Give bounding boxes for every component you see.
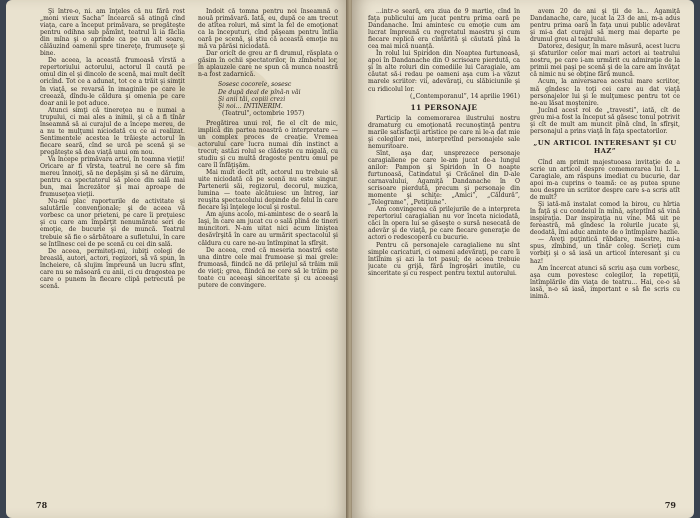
- right-column-2: [530, 8, 680, 490]
- paragraph: Nu-mi plac raporturile de activitate şi salutările convenţionale; şi de aceea vă vorbesc ca unor prieteni, pe care îi preţuiesc şi cu care am împărţit nenumărate seri de emoţie, de bucurie şi de muncă. Teatrul trebuie să fie o sărbătoare a sufletului, în care se întîlnesc cei de pe scenă cu cei din sală.: [40, 198, 185, 248]
- poem-line: Şi noi… INTINERIM.: [218, 102, 283, 110]
- paragraph: În rolul lui Spiridon din Noaptea furtunoasă, apoi în Dandanache din O scrisoare pierdută, ca şi în alte roluri din comediile lui Caragiale, am căutat să-i redau pe oameni aşa cum i-a văzut marele scriitor: vii, adevăraţi, cu slăbiciunile şi cu ridicolul lor.: [368, 50, 520, 93]
- paragraph: Va începe primăvara artei, în toamna vieţii! Oricare ar fi vîrsta, teatrul ne cere să fim mereu înnoiţi, să ne depăşim şi să ne dăruim, pentru ca spectatorul să plece din sală mai bun, mai încrezător şi mai aproape de frumuseţea vieţii.: [40, 155, 185, 199]
- paragraph: — Aveţi puţintică răbdare, maestre, mi-a spus, zîmbind, un tînăr coleg. Scrieţi cum vorbiţi şi o să iasă un articol interesant şi cu haz!: [530, 236, 680, 265]
- section-heading: 11 PERSONAJE: [410, 102, 478, 112]
- left-column-2: [198, 8, 338, 490]
- page-number: 78: [36, 500, 48, 510]
- paragraph: De aceea, cred că meseria noastră este una dintre cele mai frumoase şi mai grele: frumoasă, fiindcă ne dă prilejul să trăim mii de vieţi; grea, fiindcă ne cere să le trăim pe toate cu aceeaşi sinceritate şi cu aceeaşi putere de convingere.: [198, 246, 338, 289]
- right-column-1: [368, 8, 520, 490]
- paragraph: De aceea, permiteţi-mi, iubiţi colegi de breaslă, autori, actori, regizori, să vă spun, în încheiere, că slujim împreună un lucru sfînt, care nu se măsoară cu anii, ci cu dragostea pe care o punem în fiecare clipă petrecută pe scenă.: [40, 247, 185, 290]
- paragraph: Acum, la aniversarea acestui mare scriitor, mă gîndesc la toţi cei care au dat viaţă personajelor lui şi le mulţumesc pentru tot ce ne-au lăsat moştenire.: [530, 78, 680, 107]
- paragraph: Particip la comemorarea ilustrului nostru dramaturg cu emoţionată recunoştinţă pentru marile satisfacţii artistice pe care ni le-a dat mie şi colegilor mei, interpretînd personajele sale nemuritoare.: [368, 114, 520, 150]
- paragraph: avem 20 de ani şi ţii de la... Agamiţă Dandanache, care, jucat la 23 de ani, m-a adus pentru prima oară în faţa unui public adevărat şi mi-a dat curajul să merg mai departe pe drumul greu al teatrului.: [530, 8, 680, 44]
- citation: („Contemporanul”, 14 aprilie 1961): [410, 92, 520, 100]
- paragraph: Îndoit că tomna pentru noi înseamnă o nouă primăvară. Iată, eu, după ce am trecut de atîtea roluri, mă simt la fel de emoţionat ca la începuturi, cînd păşeam pentru întîia oară pe scenă, şi ştiu că această emoţie nu mă va părăsi niciodată.: [198, 8, 338, 51]
- paragraph: Am ajuns acolo, mi-amintesc de o seară la Iaşi, în care am jucat cu o sală plină de tineri muncitori. N-am uitat nici acum liniştea desăvîrşită în care au urmărit spectacolul şi căldura cu care ne-au întîmpinat la sfîrşit.: [198, 211, 338, 247]
- paragraph: Cînd am primit majestuoasa invitaţie de a scrie un articol despre comemorarea lui I. L. Caragiale, am răspuns imediat cu bucurie, dar apoi m-a cuprins o teamă: ce aş putea spune nou despre un scriitor despre care s-a scris atît de mult?: [530, 158, 680, 202]
- paragraph: Pentru că personajele caragialiene nu sînt simple caricaturi, ci oameni adevăraţi, pe care îi întîlnim şi azi la tot pasul; de aceea trebuie jucate cu grijă, fără îngroşări inutile, cu sinceritate şi cu respect pentru textul autorului.: [368, 241, 520, 277]
- paragraph: Mai mult decît atît, actorul nu trebuie să uite niciodată că pe scenă nu este singur. Partenerii săi, regizorul, decorul, muzica, lumina — toate alcătuiesc un întreg, iar reuşita spectacolului depinde de felul în care fiecare îşi înţelege locul şi rostul.: [198, 169, 338, 212]
- paragraph: Atunci simţi că tinereţea nu e numai a trupului, ci mai ales a inimii, şi că a fi tînăr înseamnă să ai curajul de a începe mereu, de a nu te mulţumi niciodată cu ce ai realizat. Sentimentele acestea le trăieşte actorul în fiecare seară, cînd se urcă pe scenă şi se pregăteşte să dea viaţă unui om nou.: [40, 106, 185, 156]
- paragraph: Pregătirea unui rol, fie el cît de mic, implică din partea noastră o interpretare — un complex proces de creaţie. Vremea actorului care lucra numai din instinct a trecut; astăzi rolul se clădeşte cu migală, cu studiu şi cu multă dragoste pentru omul pe care îl înfăţişăm.: [198, 119, 338, 169]
- right-page: [352, 0, 694, 518]
- paragraph: Am convingerea că prilejurile de a interpreta repertoriul caragialian nu vor înceta niciodată, căci în opera lui se găseşte o sursă nesecată de adevăr şi de viaţă, pe care fiecare generaţie de actori o redescoperă cu bucurie.: [368, 206, 520, 242]
- poem-line: De după deal de pînă-n văi: [218, 88, 301, 96]
- paragraph: Sînt, aşa dar, unsprezece personaje caragialiene pe care le-am jucat de-a lungul anilor: Pampon şi Spiridon în O noapte furtunoasă, Catindatul şi Crăcănel din D-ale carnavalului, Agamiţă Dandanache în O scrisoare pierdută, precum şi personaje din momente şi schiţe: „Amici”, „Căldură”, „Telegrame”, „Petiţiune”.: [368, 149, 520, 207]
- paragraph: Şi între-o, ni. am înţeles că nu fără rost „moni vieux Sacha” încearcă să atingă cînd viaţa, care a început primăvara, se pregăteşte pentru odihna sub pămînt, teatrul îi ia făclia din mîna şi o aprinde ca pe un alt soare, călăuzind oamenii spre tinereţe, frumuseţe şi bine.: [40, 8, 185, 58]
- paragraph: Şi iată-mă instalat comod la birou, cu hîrtia în faţă şi cu condeiul în mînă, aşteptînd să vină inspiraţia. Dar inspiraţia nu vine. Mă uit pe fereastră, mă gîndesc la rolurile jucate şi, deodată, îmi aduc aminte de o întîmplare hazlie.: [530, 201, 680, 237]
- poem: [198, 81, 338, 116]
- paragraph: Dar oricît de greu ar fi drumul, răsplata o găsim în ochii spectatorilor, în zîmbetul lor, în aplauzele care ne spun că munca noastră n-a fost zadarnică.: [198, 50, 338, 79]
- left-column-1: [40, 8, 185, 490]
- paragraph: Datorez, desigur, în mare măsură, acest lucru şi sfaturilor celor mai mari actori ai teatrului nostru, pe care i-am urmărit cu admiraţie de la primii mei paşi pe scenă şi de la care am învăţat că nimic nu se obţine fără muncă.: [530, 43, 680, 79]
- paragraph: Jucînd acest rol de „travesti”, iată, cît de greu mi-a fost la început să găsesc tonul potrivit şi cît de mult am muncit pînă cînd, în sfîrşit, personajul a prins viaţă în faţa spectatorilor.: [530, 106, 680, 135]
- section-heading: „UN ARTICOL INTERESANT ŞI CU HAZ”: [533, 138, 677, 155]
- left-page: [6, 0, 350, 518]
- page-number: 79: [664, 500, 676, 510]
- paragraph: De aceea, la această frumoasă vîrstă a repertoriului actorului, actorul îl caută pe omul din el şi dincolo de scenă, mai mult decît oricînd. Tot ce a adunat, tot ce a trăit şi simţit în viaţă, se revarsă în imaginile pe care le creează, dîndu-le căldura şi omenia pe care doar anii le pot aduce.: [40, 57, 185, 107]
- paragraph: ...intr-o seară, era ziua de 9 martie, cînd în faţa publicului am jucat pentru prima oară pe Dandanache. Îmi amintesc cu emoţie cum am lucrat împreună cu regretatul maestru şi cum fiecare replică era cîntărită şi căutată pînă la cea mai mică nuanţă.: [368, 8, 520, 51]
- poem-title: Sosesc cocorele, sosesc: [218, 81, 292, 89]
- paragraph: Am încercat atunci să scriu aşa cum vorbesc, aşa cum povestesc colegilor, la repetiţii, întîmplările din viaţa de teatru... Hai, ce-o să iasă, n-o să iasă, important e să fie scris cu inimă.: [530, 264, 680, 300]
- poem-line: Şi anii tăi, copiii crezi: [218, 95, 286, 103]
- poem-signature: (Teatrul", octombrie 1957): [222, 109, 305, 117]
